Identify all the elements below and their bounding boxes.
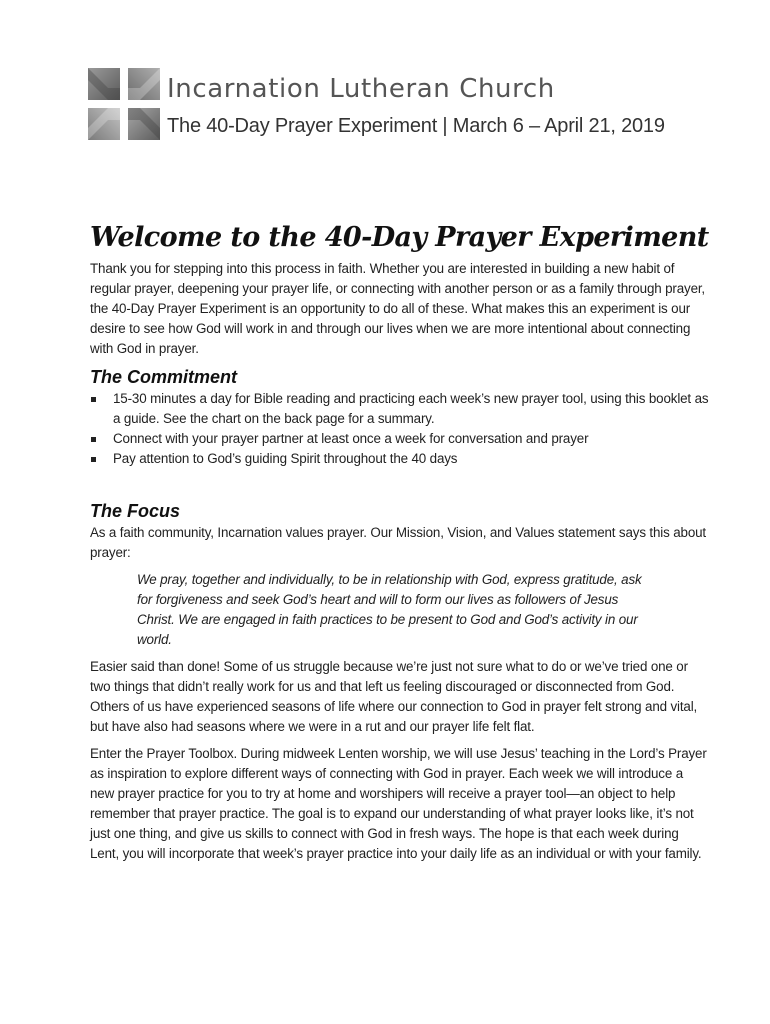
welcome-heading: Welcome to the 40-Day Prayer Experiment <box>90 222 709 253</box>
church-name: Incarnation Lutheran Church <box>167 74 555 104</box>
welcome-intro: Thank you for stepping into this process in faith. Whether you are interested in building a new habit of regular prayer, deepening your prayer life, or connecting with another person or as a family through prayer, the 40-Day Prayer Experiment is an opportunity to do all of these. What makes this an experiment is our desire to see how God will work in and through our lives when we are more intentional about connecting with God in prayer. <box>90 261 706 356</box>
bullet-icon <box>91 397 96 402</box>
list-item: Connect with your prayer partner at least once a week for conversation and prayer <box>90 429 710 449</box>
commitment-heading: The Commitment <box>90 367 238 387</box>
bullet-icon <box>91 437 96 442</box>
focus-intro: As a faith community, Incarnation values prayer. Our Mission, Vision, and Values statement says this about prayer: <box>90 525 707 560</box>
bullet-icon <box>91 457 96 462</box>
cross-logo-icon <box>88 68 160 140</box>
event-subtitle: The 40-Day Prayer Experiment | March 6 – April 21, 2019 <box>167 115 665 137</box>
focus-heading: The Focus <box>90 501 181 521</box>
commitment-list <box>90 389 710 469</box>
main-content <box>90 222 710 871</box>
list-item: Pay attention to God’s guiding Spirit throughout the 40 days <box>90 449 710 469</box>
focus-paragraph-1: Easier said than done! Some of us struggle because we’re just not sure what to do or we’ve tried one or two things that didn’t really work for us and that left us feeling discouraged or disconnected from God. Others of us have experienced seasons of life where our connection to God in prayer felt strong and vital, but have also had seasons where we were in a rut and our prayer life felt flat. <box>90 659 698 734</box>
list-item: 15-30 minutes a day for Bible reading and practicing each week’s new prayer tool, using this booklet as a guide. See the chart on the back page for a summary. <box>90 389 710 429</box>
focus-paragraph-2: Enter the Prayer Toolbox. During midweek Lenten worship, we will use Jesus’ teaching in the Lord’s Prayer as inspiration to explore different ways of connecting with God in prayer. Each week we will introduce a new prayer practice for you to try at home and worshipers will receive a prayer tool—an object to help remember that prayer practice. The goal is to expand our understanding of what prayer looks like, it’s not just one thing, and give us skills to connect with God in fresh ways. The hope is that each week during Lent, you will incorporate that week’s prayer practice into your daily life as an individual or with your family. <box>90 746 707 861</box>
values-quote: We pray, together and individually, to be in relationship with God, express gratitude, ask for forgiveness and seek God’s heart and will to form our lives as followers of Jesus Christ. We are engaged in faith practices to be present to God and God’s activity in our world. <box>137 572 642 647</box>
